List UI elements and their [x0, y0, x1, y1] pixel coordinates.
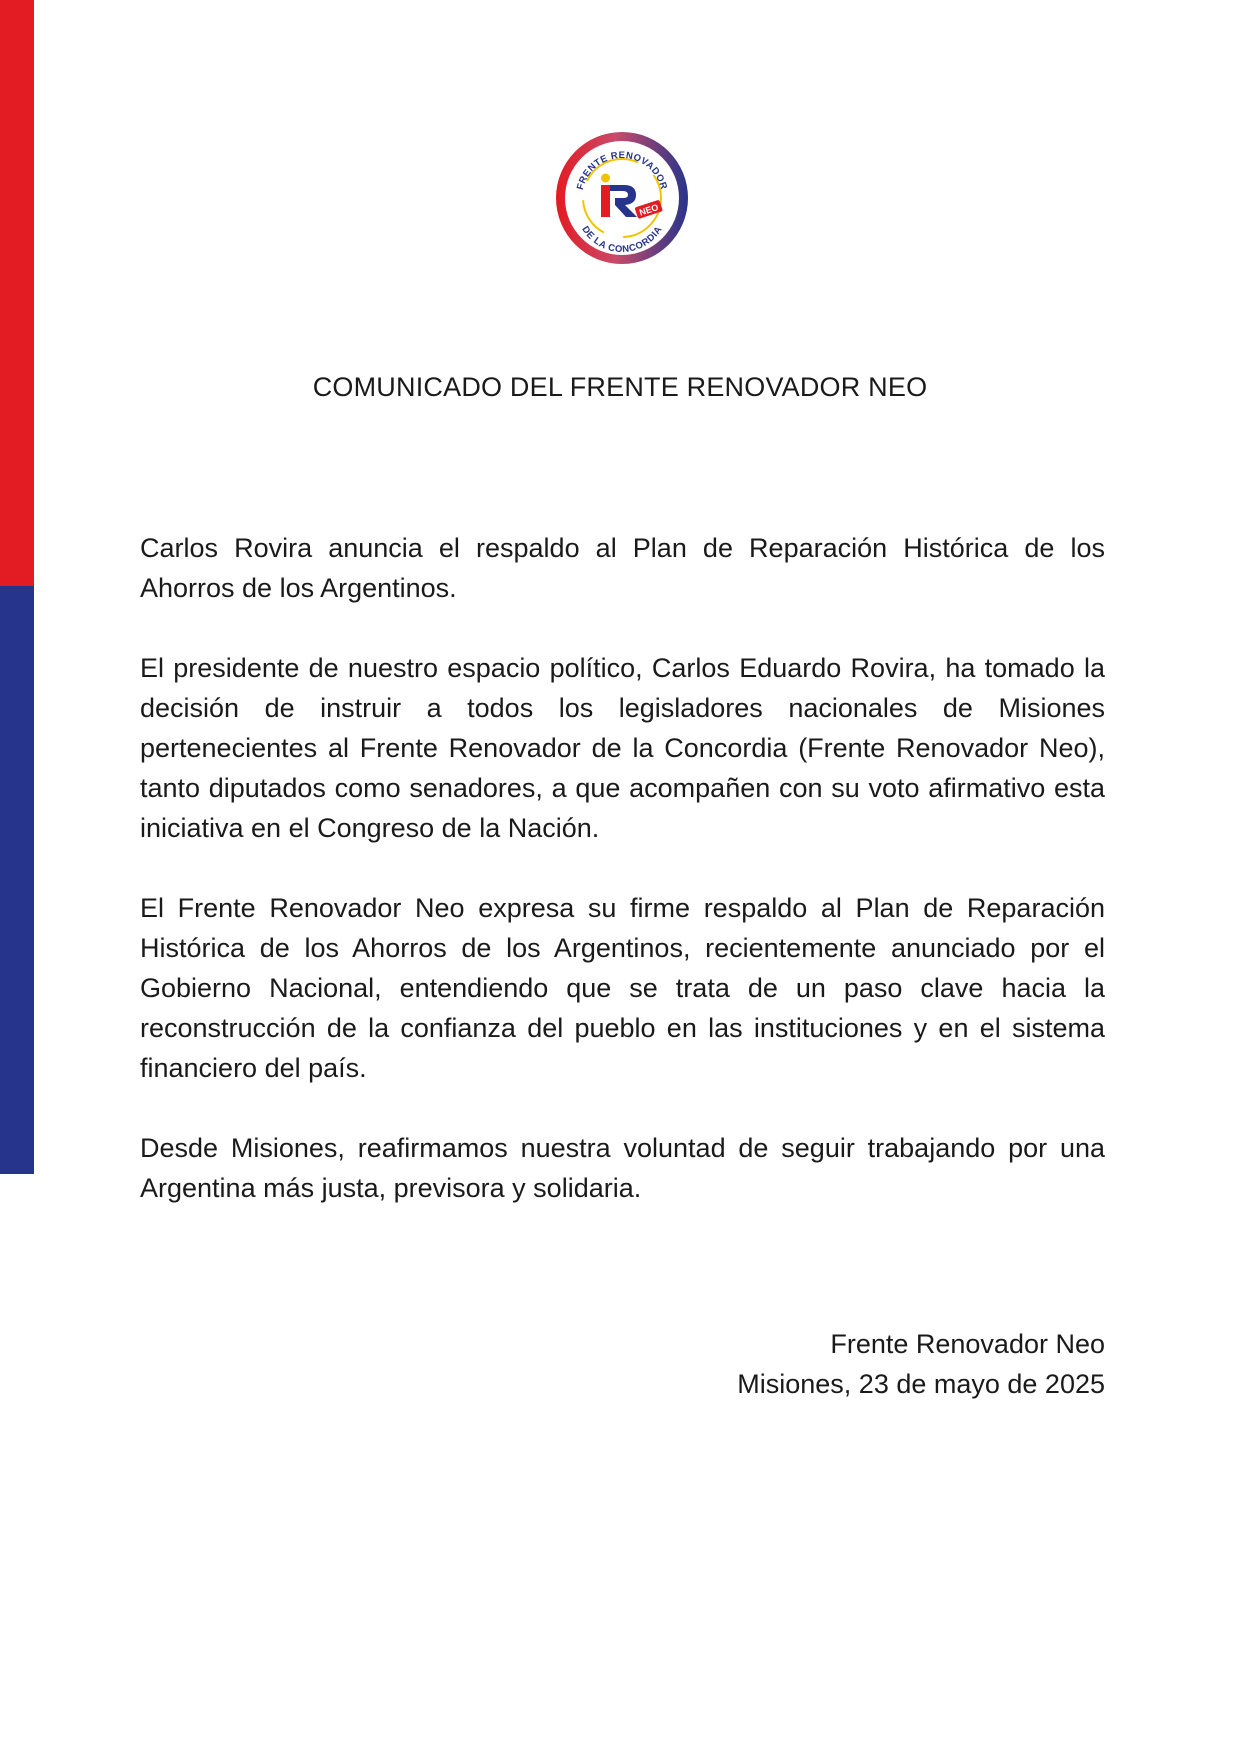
- frente-renovador-neo-logo-icon: [552, 128, 692, 268]
- paragraph-3: El Frente Renovador Neo expresa su firme respaldo al Plan de Reparación Histórica de los Ahorros de los Argentinos, recientemente anunciado por el Gobierno Nacional, entendiendo que se trata de un paso clave hacia la reconstrucción de la confianza del pueblo en las instituciones y en el sistema financiero del país.: [140, 893, 1105, 1083]
- document-body: [140, 528, 1105, 1248]
- logo-bottom-text: DE LA CONCORDIA: [579, 224, 665, 256]
- signature-block: [600, 1324, 1105, 1404]
- paragraph-4: Desde Misiones, reafirmamos nuestra voluntad de seguir trabajando por una Argentina más justa, previsora y solidaria.: [140, 1133, 1105, 1203]
- logo-top-text: FRENTE RENOVADOR: [574, 149, 670, 192]
- paragraph-2: El presidente de nuestro espacio político, Carlos Eduardo Rovira, ha tomado la decisión de instruir a todos los legisladores nacionales de Misiones pertenecientes al Frente Renovador de la Concordia (Frente Renovador Neo), tanto diputados como senadores, a que acompañen con su voto afirmativo esta iniciativa en el Congreso de la Nación.: [140, 653, 1105, 843]
- signature-place-date: Misiones, 23 de mayo de 2025: [737, 1369, 1105, 1399]
- logo-badge-text: NEO: [638, 202, 660, 218]
- blue-side-band: [0, 586, 34, 1174]
- signature-organization: Frente Renovador Neo: [830, 1329, 1105, 1359]
- paragraph-1: Carlos Rovira anuncia el respaldo al Plan de Reparación Histórica de los Ahorros de los Argentinos.: [140, 533, 1105, 603]
- document-title: COMUNICADO DEL FRENTE RENOVADOR NEO: [312, 372, 928, 402]
- red-side-band: [0, 0, 34, 586]
